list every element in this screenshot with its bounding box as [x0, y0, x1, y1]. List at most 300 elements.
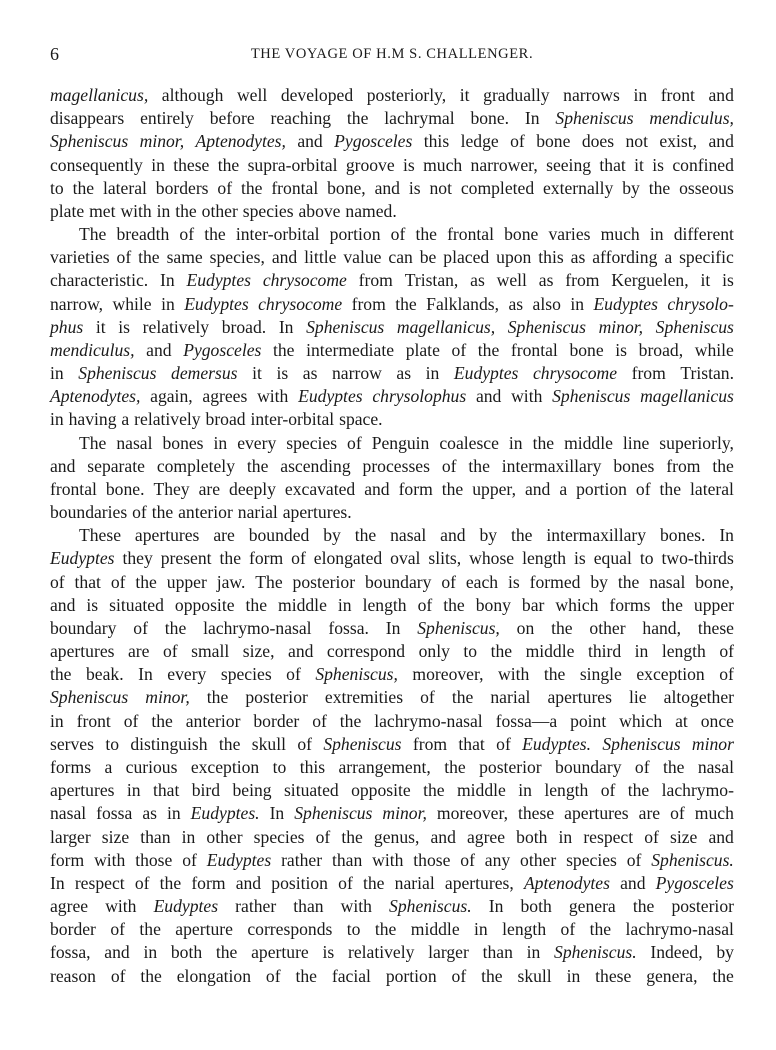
word: third [587, 641, 622, 662]
word: fossa—a [495, 710, 558, 731]
text-line [50, 339, 734, 362]
word: in [566, 965, 581, 986]
word: curious [125, 756, 178, 777]
word: in [474, 919, 488, 940]
word: bone. [105, 478, 145, 499]
word: exist, [659, 131, 698, 152]
word: frontal [271, 177, 319, 198]
word: are [198, 478, 221, 499]
text-line [50, 200, 734, 223]
word: this [423, 131, 450, 152]
word: the [219, 548, 242, 569]
word: from [412, 733, 448, 754]
word: of [286, 664, 301, 685]
italic-word: Pygosceles [334, 131, 413, 152]
word: the [468, 455, 490, 476]
word: ascending [280, 455, 351, 476]
word: middle [525, 641, 575, 662]
word: whose [469, 548, 515, 569]
word: not [429, 177, 452, 198]
word: of [116, 247, 132, 268]
word: the [159, 872, 182, 893]
word: serves [50, 733, 94, 754]
word: of [510, 131, 525, 152]
word: larger [50, 826, 91, 847]
text-line [50, 84, 734, 107]
italic-word: Spheniscus [294, 803, 373, 824]
word: other [206, 826, 243, 847]
word: is [322, 942, 335, 963]
word: fossa. [328, 617, 369, 638]
word: posterior [479, 756, 542, 777]
word: fossa, [50, 942, 91, 963]
word: be [419, 247, 437, 268]
word: also [532, 293, 561, 314]
word: of [338, 872, 353, 893]
word: well [236, 85, 268, 105]
italic-word: Spheniscus [507, 316, 586, 337]
word: the [423, 780, 445, 801]
word: narrow, [50, 293, 104, 314]
italic-word: Spheniscus. [554, 942, 637, 963]
word: length [661, 641, 706, 662]
italic-word: chrysolophus [372, 386, 467, 407]
word: as [302, 363, 318, 384]
text-line [50, 826, 734, 849]
word: the [589, 919, 612, 940]
word: in [425, 363, 440, 384]
word: are [213, 525, 235, 546]
word: the [50, 664, 72, 685]
word: front [660, 85, 695, 105]
word: rather [281, 849, 323, 870]
word: middle [564, 432, 613, 453]
word: bone, [327, 177, 366, 198]
word: elongation [176, 965, 252, 986]
italic-word: Eudyptes [184, 293, 249, 314]
word: than [293, 896, 324, 917]
word: with [372, 849, 404, 870]
word: coalesce [439, 432, 499, 453]
running-head: THE VOYAGE OF H.M S. CHALLENGER. [250, 46, 534, 62]
word: plate [50, 200, 85, 221]
word: it [459, 85, 470, 105]
word: portion [385, 965, 437, 986]
word: upper [166, 571, 207, 592]
word: bar [521, 594, 545, 615]
word: In [138, 664, 153, 685]
word: situated [283, 780, 339, 801]
text-line [50, 779, 734, 802]
word: by [716, 942, 734, 963]
word: moreover, [436, 803, 508, 824]
italic-word: magellanicus, [396, 316, 496, 337]
word: completed [460, 177, 535, 198]
word: any [484, 849, 511, 870]
word: are [127, 641, 150, 662]
word: the [532, 432, 555, 453]
word: small [191, 641, 230, 662]
word: forms [609, 594, 651, 615]
word: the [490, 641, 513, 662]
word: of [110, 571, 126, 592]
word: superiorly, [659, 432, 734, 453]
word: bird [191, 780, 221, 801]
word: the [246, 455, 269, 476]
word: bone [504, 224, 539, 245]
word: in [518, 780, 532, 801]
word: with [498, 664, 530, 685]
word: the [138, 247, 160, 268]
word: opposite [174, 594, 235, 615]
word: boundary [364, 571, 432, 592]
word: in [213, 432, 228, 453]
word: in [126, 780, 141, 801]
word: is [574, 548, 586, 569]
word: than [331, 849, 363, 870]
word: length [544, 780, 589, 801]
word: the [712, 455, 734, 476]
word: as [142, 803, 157, 824]
word: confined [672, 154, 734, 175]
word: formed [529, 571, 581, 592]
word: size [669, 826, 698, 847]
italic-word: minor, [145, 687, 190, 708]
word: both [170, 942, 203, 963]
word: the [245, 594, 268, 615]
word: developed [280, 85, 354, 105]
word: by [479, 525, 498, 546]
word: the [175, 200, 197, 221]
word: seeing [546, 154, 592, 175]
word: In [488, 896, 504, 917]
word: oval [390, 548, 421, 569]
word: from [666, 455, 701, 476]
text-line [50, 756, 734, 779]
word: nasal [50, 803, 87, 824]
word: slits, [428, 548, 462, 569]
text-line [50, 965, 734, 988]
word: boundary [555, 756, 622, 777]
word: of [110, 919, 125, 940]
word: and [374, 177, 400, 198]
italic-word: Eudyptes [593, 293, 658, 314]
word: by [323, 525, 341, 546]
word: the [627, 780, 650, 801]
italic-word: minor, [139, 131, 185, 152]
word: as [508, 293, 524, 314]
word: size, [242, 641, 275, 662]
word: to [50, 177, 64, 198]
word: which [619, 710, 663, 731]
text-line [50, 130, 734, 153]
word: genera [568, 896, 616, 917]
word: in [570, 293, 584, 314]
word: agrees [202, 386, 248, 407]
word: characteristic. [50, 270, 149, 291]
word: well [496, 270, 527, 291]
word: are [638, 803, 661, 824]
word: present [160, 548, 212, 569]
word: much [694, 803, 734, 824]
word: much [423, 154, 463, 175]
word: to [639, 548, 654, 569]
word: than [140, 826, 171, 847]
word: species [566, 849, 617, 870]
word: of [312, 710, 327, 731]
word: and [235, 872, 262, 893]
word: in [181, 826, 196, 847]
word: narrow [332, 363, 382, 384]
word: in [161, 293, 175, 314]
word: is [86, 594, 99, 615]
word: on [516, 617, 535, 638]
word: again, [150, 386, 193, 407]
word: posterior [292, 571, 356, 592]
text-line [50, 918, 734, 941]
text-line [50, 246, 734, 269]
word: hand, [642, 617, 682, 638]
word: posterior [671, 896, 734, 917]
word: of [451, 339, 467, 360]
word: of [133, 617, 148, 638]
word: while [694, 339, 734, 360]
word: single [579, 664, 622, 685]
word: same [166, 247, 203, 268]
word: of [217, 177, 233, 198]
word: little [304, 247, 337, 268]
word: and [146, 339, 172, 360]
italic-word: minor [691, 733, 734, 754]
word: altogether [663, 687, 734, 708]
word: the [218, 733, 241, 754]
word: of [644, 826, 659, 847]
word: posterior [245, 687, 308, 708]
text-line [50, 872, 734, 895]
word: consequently [50, 154, 143, 175]
word: does [581, 131, 615, 152]
italic-word: Spheniscus [50, 131, 129, 152]
word: length [522, 548, 567, 569]
word: in [649, 224, 664, 245]
word: with [105, 896, 137, 917]
word: the [395, 293, 417, 314]
word: bones [162, 432, 204, 453]
word: as [570, 247, 586, 268]
word: these [595, 965, 632, 986]
word: of [460, 849, 475, 870]
italic-word: minor, [382, 803, 427, 824]
word: Falklands, [426, 293, 499, 314]
word: length [502, 919, 547, 940]
word: apertures [564, 803, 629, 824]
word: the [648, 177, 671, 198]
word: apertures [50, 780, 115, 801]
word: space. [339, 409, 383, 430]
word: of [626, 849, 642, 870]
word: deeply [229, 478, 276, 499]
word: and [440, 525, 466, 546]
word: portion [576, 478, 627, 499]
word: facial [331, 965, 371, 986]
word: These [79, 525, 122, 546]
word: distinguish [130, 733, 208, 754]
word: agree [466, 826, 506, 847]
text-line [50, 571, 734, 594]
word: and [297, 131, 323, 152]
word: affording [592, 247, 658, 268]
word: elongated [313, 548, 383, 569]
word: species [220, 664, 272, 685]
word: of [420, 687, 435, 708]
word: of [315, 826, 331, 847]
word: bone, [695, 571, 734, 592]
word: met [89, 200, 116, 221]
word: aperture [175, 919, 233, 940]
word: with [257, 386, 289, 407]
word: in [526, 942, 541, 963]
word: these [518, 803, 555, 824]
italic-word: Eudyptes [153, 896, 219, 917]
word: as [538, 270, 554, 291]
text-line [50, 686, 734, 709]
word: with [120, 200, 152, 221]
word: respect [583, 826, 634, 847]
page-header [50, 44, 734, 68]
italic-word: Eudyptes [453, 363, 519, 384]
word: bones [613, 455, 655, 476]
italic-word: Aptenodytes, [50, 386, 141, 407]
word: having [68, 409, 117, 430]
word: skull [517, 965, 552, 986]
word: the [346, 108, 369, 129]
word: nasal [116, 432, 153, 453]
word: as [470, 270, 485, 291]
italic-word: Spheniscus [655, 316, 734, 337]
word: In [50, 872, 65, 893]
word: and [50, 455, 76, 476]
italic-word: Aptenodytes, [195, 131, 286, 152]
word: They [153, 478, 190, 499]
word: from [565, 270, 600, 291]
word: of [162, 641, 178, 662]
text-line [50, 710, 734, 733]
word: in [337, 594, 352, 615]
word: nasal [390, 525, 427, 546]
text-line [50, 455, 734, 478]
word: portion [329, 224, 381, 245]
italic-word: Eudyptes. [190, 803, 260, 824]
word: the [477, 339, 500, 360]
word: these [697, 617, 734, 638]
word: genera, [646, 965, 698, 986]
word: the [451, 687, 474, 708]
word: of [417, 594, 433, 615]
italic-word: chrysocome [262, 270, 347, 291]
word: posteriorly, [366, 85, 447, 105]
word: nasal [697, 756, 734, 777]
word: of [719, 664, 734, 685]
word: lachrymo- [661, 780, 734, 801]
italic-word: Spheniscus [552, 386, 631, 407]
word: to [346, 919, 361, 940]
word: of [441, 455, 457, 476]
italic-word: Pygosceles [655, 872, 734, 893]
word: of [347, 432, 362, 453]
word: In [160, 270, 175, 291]
word: other [520, 849, 557, 870]
word: In [269, 803, 285, 824]
word: the [510, 525, 533, 546]
word: value [343, 247, 382, 268]
word: species [286, 432, 338, 453]
word: bony [475, 594, 511, 615]
word: a [104, 756, 113, 777]
word: Tristan, [404, 270, 459, 291]
word: broad [205, 409, 246, 430]
italic-word: mendiculus, [50, 339, 135, 360]
word: of [600, 780, 616, 801]
word: of [265, 965, 281, 986]
italic-word: Spheniscus, [417, 617, 500, 638]
word: separate [87, 455, 145, 476]
word: of [179, 224, 195, 245]
word: nasal [649, 571, 686, 592]
word: other [201, 200, 238, 221]
word: respect [74, 872, 125, 893]
word: these [173, 154, 210, 175]
word: can [388, 247, 413, 268]
text-line [50, 223, 734, 246]
word: The [79, 224, 107, 245]
word: from [358, 270, 393, 291]
word: In [385, 617, 401, 638]
word: with [511, 386, 543, 407]
word: and [620, 872, 646, 893]
word: In [524, 108, 540, 129]
word: this [538, 247, 564, 268]
italic-word: mendiculus, [649, 108, 734, 129]
word: the [662, 756, 685, 777]
word: relatively [142, 316, 210, 337]
italic-word: Aptenodytes [523, 872, 610, 893]
word: that [74, 571, 101, 592]
word: although [161, 85, 224, 105]
word: anterior [178, 502, 233, 523]
word: which [555, 594, 599, 615]
word: narrows [563, 85, 620, 105]
word: lateral [690, 478, 734, 499]
word: is [403, 154, 415, 175]
word: is [652, 154, 664, 175]
word: apertures, [444, 872, 514, 893]
word: lachrymo-nasal [374, 710, 483, 731]
word: form [398, 478, 433, 499]
word: in [50, 409, 64, 430]
word: other [589, 617, 626, 638]
word: of [634, 756, 650, 777]
word: and [708, 131, 734, 152]
italic-word: Spheniscus [78, 363, 157, 384]
italic-word: Spheniscus [50, 687, 129, 708]
word: relatively [134, 409, 201, 430]
word: the [217, 154, 240, 175]
word: plate [405, 339, 440, 360]
word: boundaries [50, 502, 128, 523]
word: bone. [470, 108, 510, 129]
word: inter-orbital [250, 409, 335, 430]
word: two-thirds [661, 548, 734, 569]
